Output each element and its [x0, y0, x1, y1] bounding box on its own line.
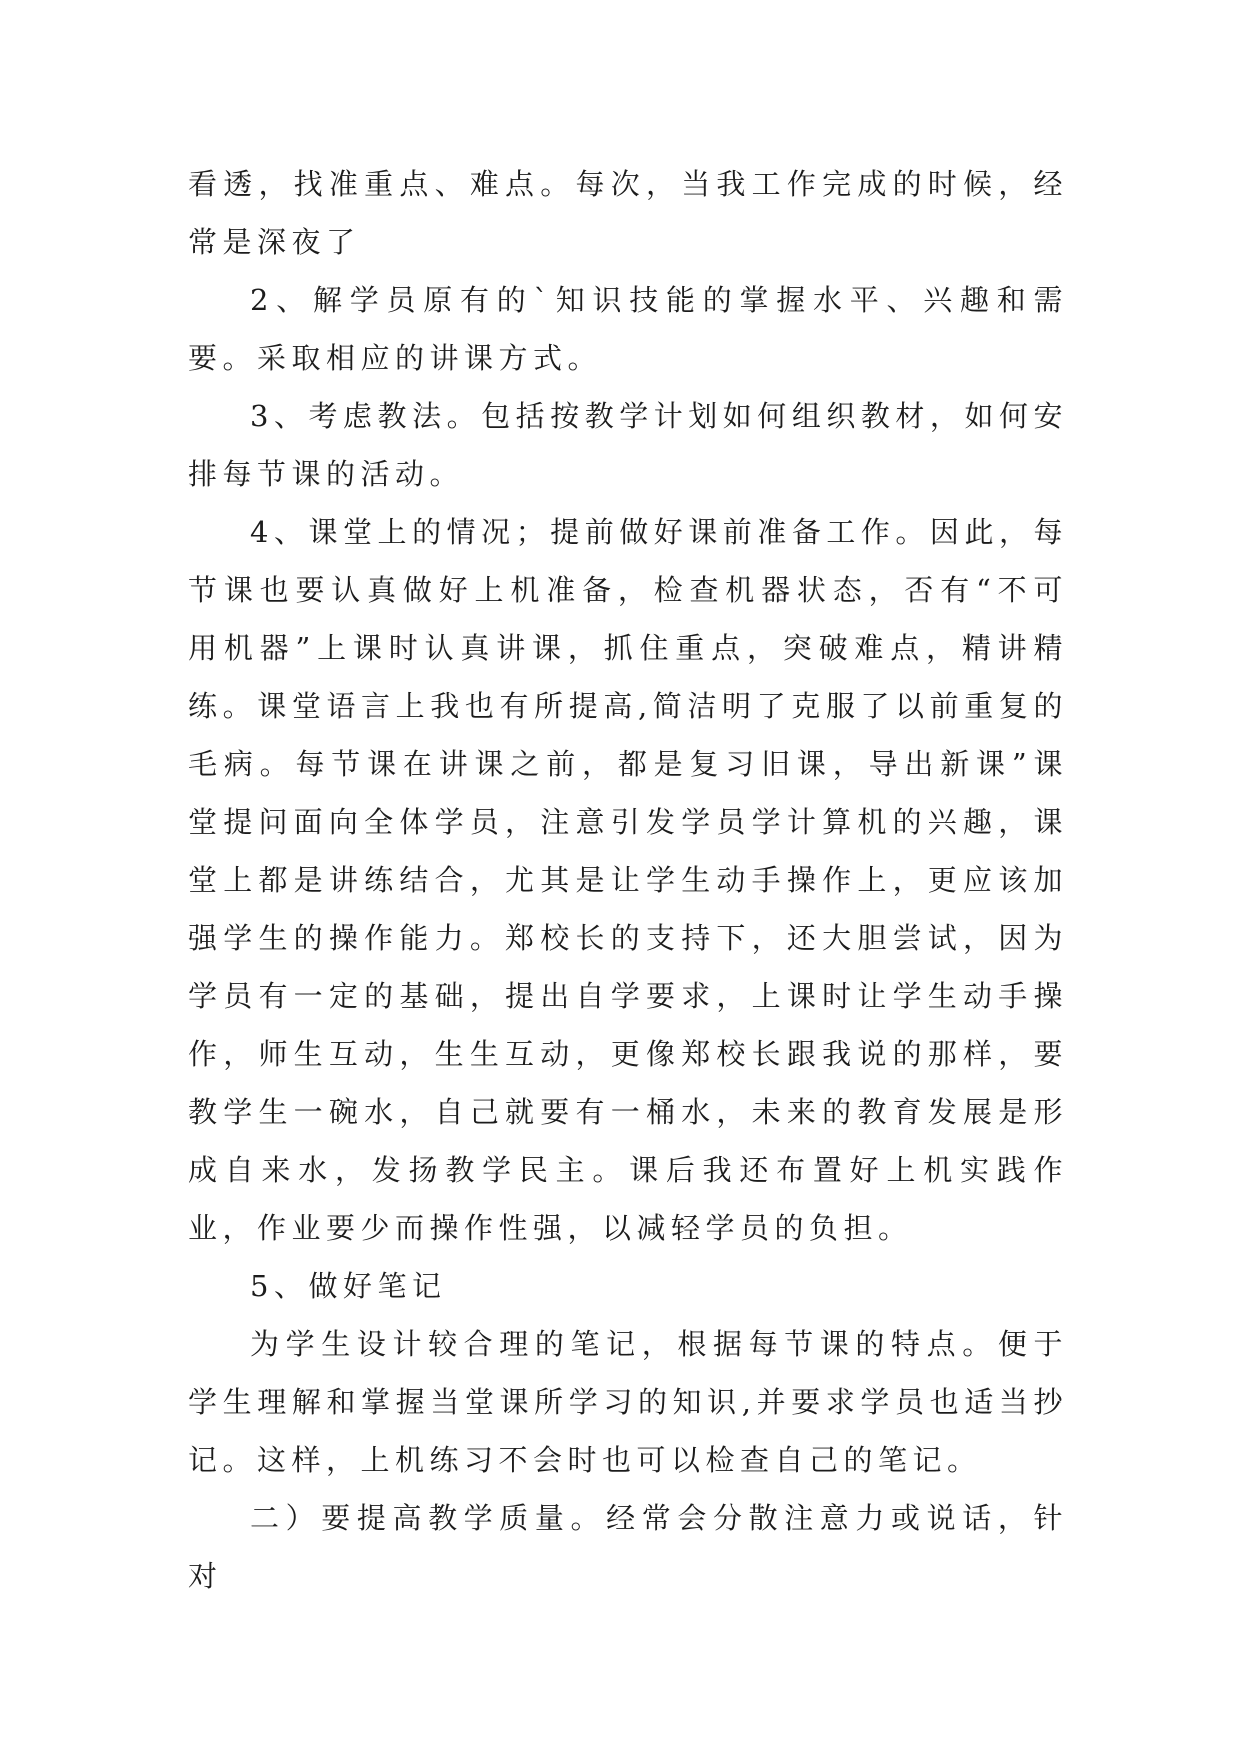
paragraph-item-4: 4、课堂上的情况；提前做好课前准备工作。因此，每节课也要认真做好上机准备，检查机器状态，否有“不可用机器”上课时认真讲课，抓住重点，突破难点，精讲精练。课堂语言上我也有所提高,简洁明了克服了以前重复的毛病。每节课在讲课之前，都是复习旧课，导出新课”课堂提问面向全体学员，注意引发学员学计算机的兴趣，课堂上都是讲练结合，尤其是让学生动手操作上，更应该加强学生的操作能力。郑校长的支持下，还大胆尝试，因为学员有一定的基础，提出自学要求，上课时让学生动手操作，师生互动，生生互动，更像郑校长跟我说的那样，要教学生一碗水，自己就要有一桶水，未来的教育发展是形成自来水，发扬教学民主。课后我还布置好上机实践作业，作业要少而操作性强，以减轻学员的负担。 — [188, 515, 1068, 1245]
paragraph-item-2: 2、解学员原有的`知识技能的掌握水平、兴趣和需要。采取相应的讲课方式。 — [188, 283, 1068, 375]
paragraph-continuation: 看透，找准重点、难点。每次，当我工作完成的时候，经常是深夜了 — [188, 167, 1068, 259]
document-body — [188, 155, 1068, 1605]
paragraph-section-2: 二）要提高教学质量。经常会分散注意力或说话，针对 — [188, 1501, 1068, 1593]
paragraph-item-3: 3、考虑教法。包括按教学计划如何组织教材，如何安排每节课的活动。 — [188, 399, 1068, 491]
paragraph-item-5-heading: 5、做好笔记 — [250, 1269, 447, 1303]
paragraph-notes: 为学生设计较合理的笔记，根据每节课的特点。便于学生理解和掌握当堂课所学习的知识,并要求学员也适当抄记。这样，上机练习不会时也可以检查自己的笔记。 — [188, 1327, 1068, 1477]
